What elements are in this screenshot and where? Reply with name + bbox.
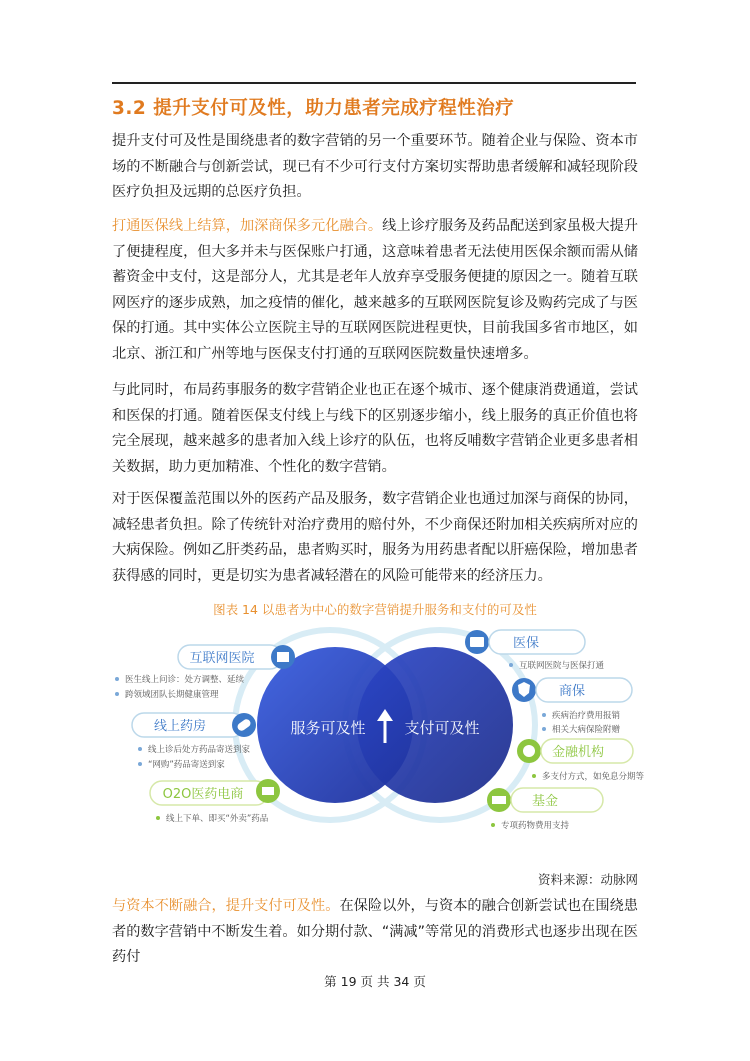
paragraph-3: 与此同时，布局药事服务的数字营销企业也正在逐个城市、逐个健康消费通道，尝试和医保的打通。随着医保支付线上与线下的区别逐步缩小，线上服务的真正价值也将完全展现，越来越多的患者加入线上诊疗的队伍，也将反哺数字营销企业更多患者相关数据，助力更加精准、个性化的数字营销。 <box>112 382 638 475</box>
paragraph-5-highlight: 与资本不断融合，提升支付可及性。 <box>112 898 340 914</box>
page-footer: 第 19 页 共 34 页 <box>324 974 426 989</box>
paragraph-2 <box>112 214 638 367</box>
item-note: 多支付方式，如免息分期等 <box>542 772 645 782</box>
left-item-o2o <box>150 779 280 824</box>
top-rule <box>112 82 636 84</box>
item-label: O2O医药电商 <box>162 787 244 802</box>
service-label: 服务可及性 <box>290 719 366 737</box>
right-item-medical-insurance <box>465 630 605 671</box>
item-label: 金融机构 <box>551 745 605 760</box>
paragraph-4: 对于医保覆盖范围以外的医药产品及服务，数字营销企业也通过加深与商保的协同，减轻患者负担。除了传统针对治疗费用的赔付外，不少商保还附加相关疾病所对应的大病保险。例如乙肝类药品，患者购买时，服务为用药患者配以肝癌保险，增加患者获得感的同时，更是切实为患者减轻潜在的风险可能带来的经济压力。 <box>112 491 638 584</box>
paragraph-5-body: 在保险以外，与资本的融合创新尝试也在围绕患者的数字营销中不断发生着。如分期付款、“满减”等常见的消费形式也逐步出现在医药付 <box>112 898 638 965</box>
paragraph-2-highlight: 打通医保线上结算，加深商保多元化融合。 <box>112 218 383 234</box>
item-note: 跨领域团队长期健康管理 <box>125 690 219 700</box>
paragraph-1: 提升支付可及性是围绕患者的数字营销的另一个重要环节。随着企业与保险、资本市场的不断融合与创新尝试，现已有不少可行支付方案切实帮助患者缓解和减轻现阶段医疗负担及远期的总医疗负担。 <box>112 133 638 200</box>
item-note: 相关大病保险附赠 <box>552 725 621 735</box>
right-item-commercial-insurance <box>512 678 632 735</box>
section-number: 3.2 <box>112 98 147 119</box>
item-label: 基金 <box>531 794 559 809</box>
right-item-financial <box>517 739 645 782</box>
item-label: 商保 <box>558 684 586 699</box>
item-note: “网购”药品寄送到家 <box>148 760 225 770</box>
section-title <box>112 94 514 120</box>
item-note: 线上下单、即买“外卖”药品 <box>166 814 269 824</box>
item-note: 疾病治疗费用报销 <box>552 711 621 721</box>
figure-title: 图表 14 以患者为中心的数字营销提升服务和支付的可及性 <box>213 602 537 617</box>
item-note: 线上诊后处方药品寄送到家 <box>148 745 251 755</box>
item-label: 互联网医院 <box>189 651 255 666</box>
item-note: 专项药物费用支持 <box>501 821 570 831</box>
item-note: 医生线上问诊：处方调整、延续 <box>125 675 245 685</box>
payment-label: 支付可及性 <box>404 719 480 737</box>
right-item-fund <box>487 788 603 831</box>
item-note: 互联网医院与医保打通 <box>519 661 605 671</box>
item-label: 医保 <box>512 636 540 651</box>
figure-diagram <box>0 615 750 855</box>
paragraph-2-body: 线上诊疗服务及药品配送到家虽极大提升了便捷程度，但大多并未与医保账户打通，这意味着患者无法使用医保余额而需从储蓄资金中支付，这是部分人，尤其是老年人放弃享受服务便捷的原因之一。随着互联网医疗的逐步成熟，加之疫情的催化，越来越多的互联网医院复诊及购药完成了与医保的打通。其中实体公立医院主导的互联网医院进程更快，目前我国多省市地区，如北京、浙江和广州等地与医保支付打通的互联网医院数量快速增多。 <box>112 218 638 362</box>
section-title-text: 提升支付可及性，助力患者完成疗程性治疗 <box>153 98 515 119</box>
item-label: 线上药房 <box>153 719 207 734</box>
figure-source: 资料来源：动脉网 <box>537 872 638 887</box>
paragraph-5 <box>112 894 638 971</box>
